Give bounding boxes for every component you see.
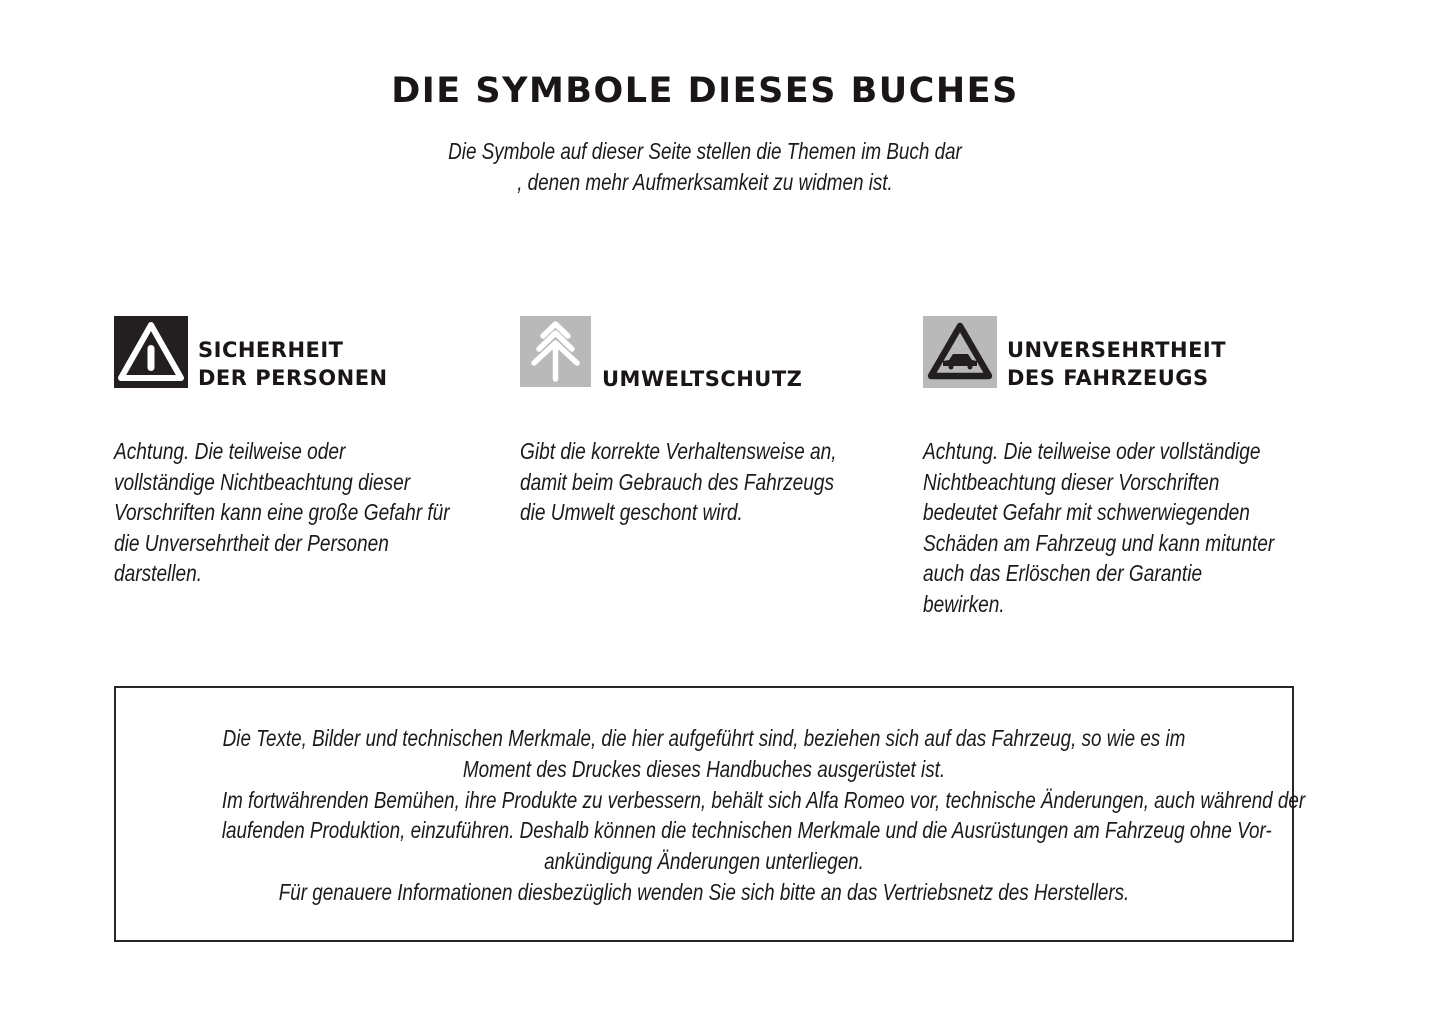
- page-title: DIE SYMBOLE DIESES BUCHES: [391, 71, 1019, 112]
- warning-triangle-car-icon: [923, 316, 997, 388]
- symbol-description: Achtung. Die teilweise oder vollständige Nichtbeachtung dieser Vorschriften bedeutet Gefahr mit schwerwiegenden Schäden am Fahrzeug und kann mitunter auch das Erlöschen der Garantie bewirken.: [923, 438, 1275, 617]
- intro-line: Die Symbole auf dieser Seite stellen die Themen im Buch dar: [448, 138, 962, 164]
- notice-box: [114, 686, 1306, 942]
- symbol-title: UNVERSEHRTHEIT DES FAHRZEUGS: [1007, 338, 1227, 390]
- tree-icon: [520, 316, 591, 387]
- intro-line: , denen mehr Aufmerksamkeit zu widmen ist.: [517, 169, 893, 195]
- symbol-description: Achtung. Die teilweise oder vollständige Nichtbeachtung dieser Vorschriften kann eine große Gefahr für die Unversehrtheit der Personen darstellen.: [114, 438, 450, 587]
- symbol-title: UMWELTSCHUTZ: [602, 367, 803, 391]
- symbol-description: Gibt die korrekte Verhaltensweise an, damit beim Gebrauch des Fahrzeugs die Umwelt geschont wird.: [520, 438, 837, 526]
- intro-text: [0, 136, 1410, 198]
- symbol-title: SICHERHEIT DER PERSONEN: [198, 338, 388, 390]
- warning-triangle-exclamation-icon: [114, 316, 188, 388]
- notice-text: Die Texte, Bilder und technischen Merkmale, die hier aufgeführt sind, beziehen sich auf das Fahrzeug, so wie es im Moment des Druckes dieses Handbuches ausgerüstet ist. Im fortwährenden Bemühen, ihre Produkte zu verbessern, behält sich Alfa Romeo vor, technische Änderungen, auch während der laufenden Produktion, einzuführen. Deshalb können die technischen Merkmale und die Ausrüstungen am Fahrzeug ohne Vor- ankündigung Änderungen unterliegen. Für genauere Informationen diesbezüglich wenden Sie sich bitte an das Vertriebsnetz des Herstellers.: [221, 725, 1306, 905]
